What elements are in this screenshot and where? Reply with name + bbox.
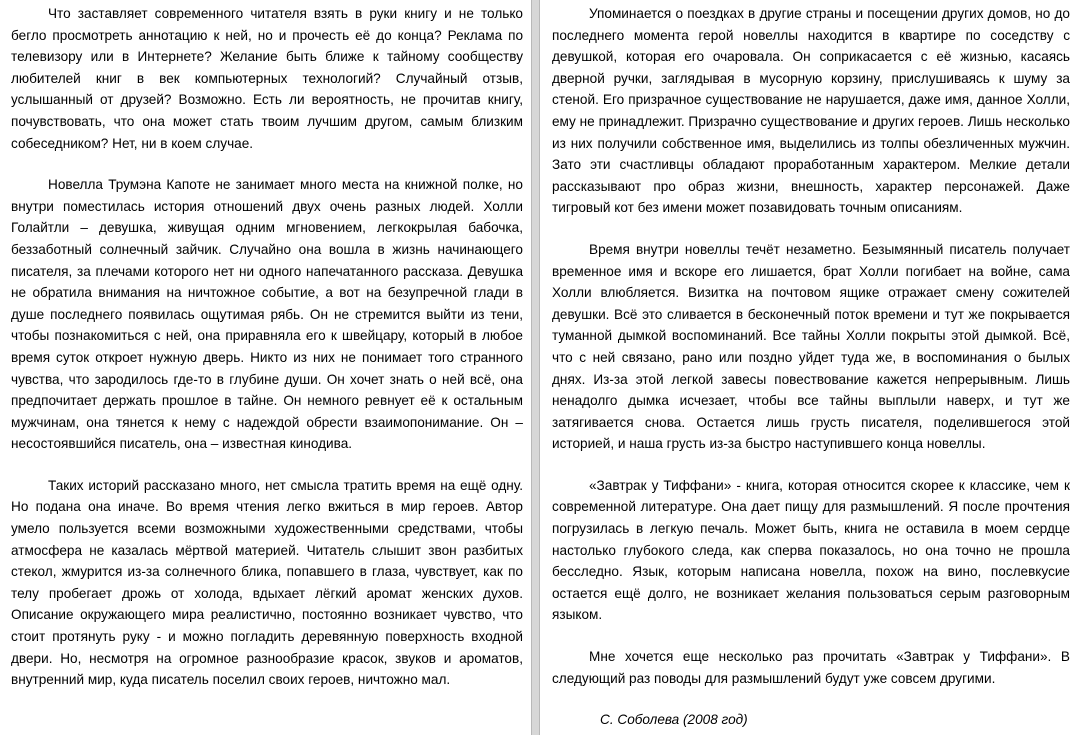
paragraph: «Завтрак у Тиффани» - книга, которая относится скорее к классике, чем к современной литературе. Она дает пищу для размышлений. Я после прочтения погрузилась в легкую печаль. Может быть, книга не оставила в моем сердце настолько глубокого следа, как сперва показалось, но она точно не прошла бесследно. Язык, которым написана новелла, похож на вино, послевкусие остается ещё долго, не возникает желания пользоваться серым разговорным языком. — [552, 477, 1070, 623]
paragraph: Таких историй рассказано много, нет смысла тратить время на ещё одну. Но подана она иначе. Во время чтения легко вжиться в мир героев. Автор умело пользуется всеми возможными художественными средствами, чтобы атмосфера не казалась мёртвой материей. Читатель слышит звон разбитых стекол, жмурится из-за солнечного блика, попавшего в глаза, чувствует, как по телу пробегает дрожь от холода, вдыхает лёгкий аромат женских духов. Описание окружающего мира реалистично, постоянно возникает чувство, что стоит протянуть руку - и можно погладить деревянную поверхность входной двери. Но, несмотря на огромное разнообразие красок, звуков и ароматов, внутренний мир, куда писатель поселил своих героев, ничтожно мал. — [11, 477, 523, 688]
right-page — [540, 0, 1078, 735]
author-signature: С. Соболева (2008 год) — [600, 712, 748, 728]
paragraph: Что заставляет современного читателя взять в руки книгу и не только бегло просмотреть аннотацию к ней, но и прочесть её до конца? Реклама по телевизору или в Интернете? Желание быть ближе к тайному сообществу любителей книг в век компьютерных технологий? Случайный отзыв, услышанный от друзей? Возможно. Есть ли вероятность, не прочитав книгу, почувствовать, что она может стать твоим лучшим другом, самым близким собеседником? Нет, ни в коем случае. — [11, 6, 523, 151]
paragraph: Мне хочется еще несколько раз прочитать «Завтрак у Тиффани». В следующий раз поводы для размышлений будут уже совсем другими. — [552, 649, 1070, 686]
page-divider — [531, 0, 540, 735]
paragraph: Упоминается о поездках в другие страны и посещении других домов, но до последнего момента герой новеллы находится в квартире по соседству с девушкой, которая его очаровала. Он соприкасается с её жизнью, касаясь дверной ручки, заглядывая в мусорную корзину, прислушиваясь к шуму за стеной. Его призрачное существование не нарушается, даже имя, данное Холли, ему не принадлежит. Призрачно существование и других героев. Лишь несколько из них получили собственное имя, выделились из толпы обезличенных мужчин. Зато эти счастливцы обладают проработанным характером. Мелкие детали рассказывают про образ жизни, внешность, характер персонажей. Даже тигровый кот без имени может позавидовать точным описаниям. — [552, 6, 1070, 216]
paragraph: Время внутри новеллы течёт незаметно. Безымянный писатель получает временное имя и вскоре его лишается, брат Холли погибает на войне, сама Холли влюбляется. Визитка на почтовом ящике отражает смену сожителей девушки. Всё это сливается в бесконечный поток времени и тут же покрывается туманной дымкой воспоминаний. Все тайны Холли покрыты этой дымкой. Всё, что с ней связано, рано или поздно уйдет туда же, в воспоминания о былых днях. Из-за этой легкой завесы повествование кажется непрерывным. Лишь ненадолго дымка исчезает, чтобы все тайны выплыли наверх, и тут же затягивается снова. Остается лишь грусть писателя, поделившегося этой историей, и наша грусть из-за быстро наступившего конца новеллы. — [552, 241, 1070, 452]
left-page — [0, 0, 531, 735]
paragraph: Новелла Трумэна Капоте не занимает много места на книжной полке, но внутри поместилась история отношений двух очень разных людей. Холли Голайтли – девушка, живущая одним мгновением, легкокрылая бабочка, беззаботный солнечный зайчик. Случайно она вошла в жизнь начинающего писателя, за плечами которого нет ни одного напечатанного рассказа. Девушка не обратила внимания на ничтожное событие, а вот на безупречной глади в душе последнего появилась ощутимая рябь. Он не стремится выйти из тени, чтобы познакомиться с ней, она приравняла его к швейцару, который в любое время суток откроет нужную дверь. Никто из них не понимает того странного чувства, что зародилось где-то в глубине души. Он хочет знать о ней всё, она предпочитает держать прошлое в тайне. Он немного ревнует её к остальным мужчинам, она тянется к нему с надеждой обрести взаимопонимание. Он – несостоявшийся писатель, она – известная кинодива. — [11, 177, 523, 452]
